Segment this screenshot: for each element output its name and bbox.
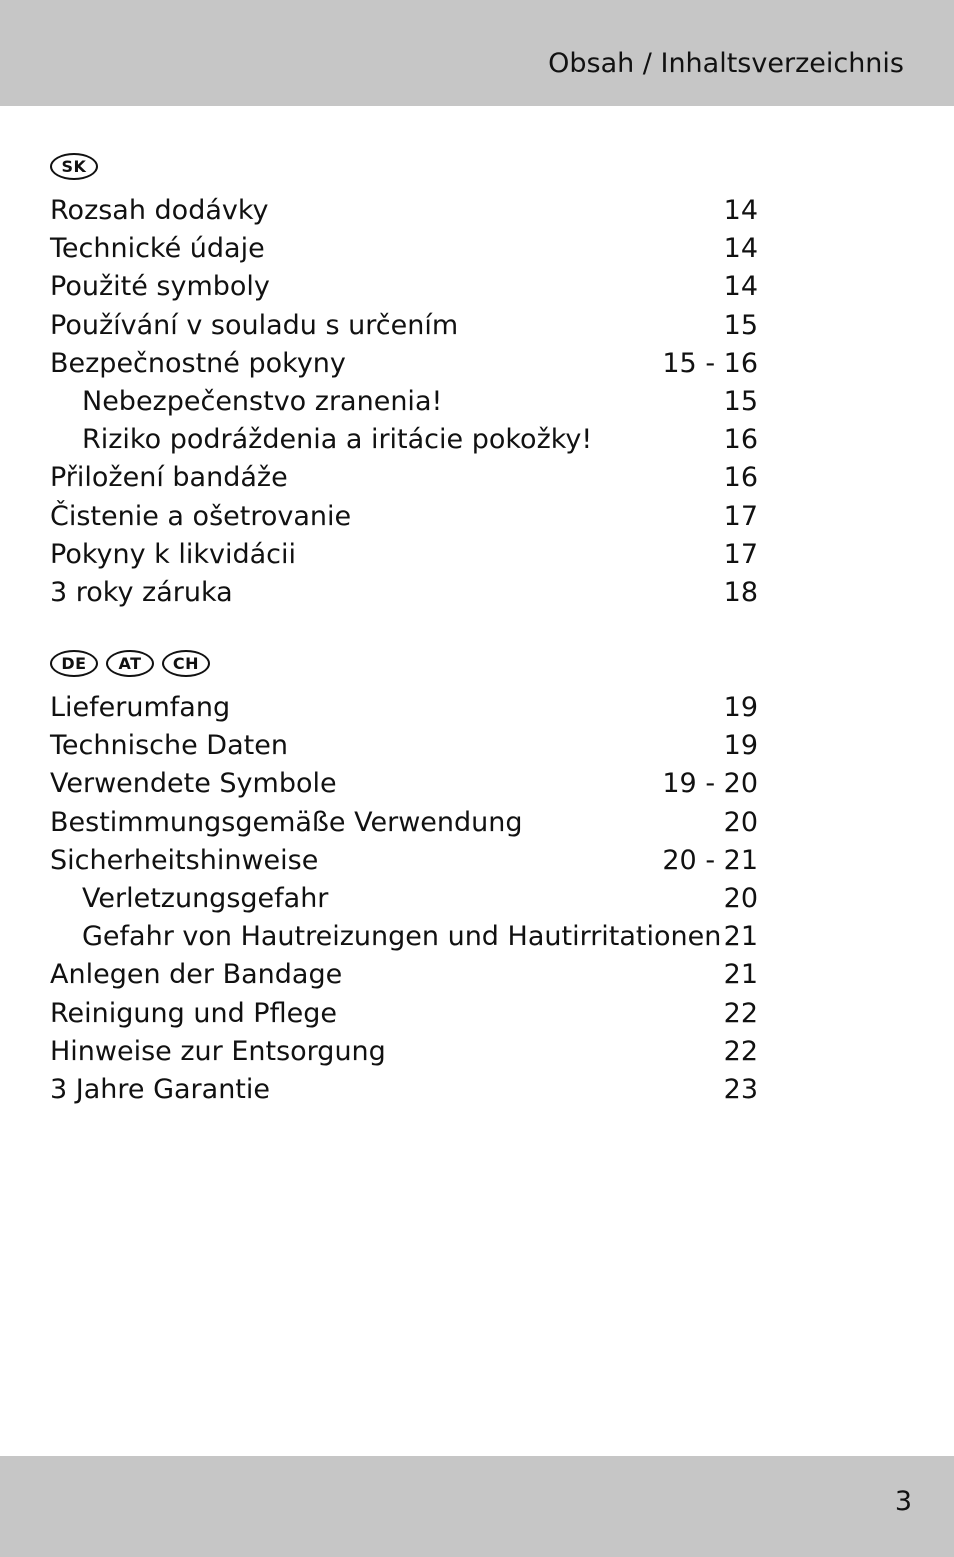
language-badges — [50, 646, 758, 680]
toc-entry-title: 3 roky záruka — [50, 576, 233, 608]
toc-entry[interactable] — [50, 956, 758, 994]
toc-entry-title: Gefahr von Hautreizungen und Hautirritationen — [82, 921, 722, 953]
toc-entry[interactable] — [50, 765, 758, 803]
toc-subentry[interactable] — [50, 880, 758, 918]
toc-entry-title: Rozsah dodávky — [50, 195, 269, 226]
toc-entry-title: Technické údaje — [50, 233, 265, 265]
toc-entry[interactable] — [50, 345, 758, 383]
toc-entry-title: Sicherheitshinweise — [50, 844, 319, 876]
language-badge-sk: SK — [50, 153, 98, 180]
toc-subentry[interactable] — [50, 383, 758, 421]
toc-entry-page: 17 — [723, 500, 758, 532]
toc-entry-title: Technische Daten — [50, 730, 288, 762]
toc-entry[interactable] — [50, 307, 758, 345]
toc-entry[interactable] — [50, 459, 758, 497]
toc-entry-page: 21 — [723, 921, 758, 953]
toc-entry-title: Riziko podráždenia a iritácie pokožky! — [82, 424, 593, 456]
toc-entry[interactable] — [50, 536, 758, 574]
toc-entry[interactable] — [50, 1071, 758, 1109]
toc-entry[interactable] — [50, 230, 758, 268]
toc-entry[interactable] — [50, 498, 758, 536]
toc-entry-title: Přiložení bandáže — [50, 462, 288, 494]
toc-entry[interactable] — [50, 192, 758, 230]
language-badge-at: AT — [106, 650, 154, 677]
toc-entry-page: 19 — [723, 730, 758, 762]
toc-entry-page: 21 — [723, 959, 758, 991]
toc-entry-title: Čistenie a ošetrovanie — [50, 500, 352, 532]
toc-entry[interactable] — [50, 727, 758, 765]
toc-entry-title: Používání v souladu s určením — [50, 309, 459, 341]
toc-entry-page: 22 — [723, 1035, 758, 1067]
toc-entry-page: 19 - 20 — [662, 768, 758, 800]
toc-entry-page: 18 — [723, 576, 758, 608]
toc-entry-page: 20 — [723, 806, 758, 838]
toc-entry[interactable] — [50, 995, 758, 1033]
toc-entry-title: Verwendete Symbole — [50, 768, 337, 800]
toc-entry-title: Hinweise zur Entsorgung — [50, 1035, 386, 1067]
toc-entry[interactable] — [50, 804, 758, 842]
language-badges — [50, 149, 758, 183]
toc-entry-title: Bestimmungsgemäße Verwendung — [50, 806, 523, 838]
toc-subentry[interactable] — [50, 918, 758, 956]
toc-entry[interactable] — [50, 574, 758, 612]
toc-entry-page: 20 — [723, 882, 758, 914]
toc-entry-page: 16 — [723, 462, 758, 494]
toc-entry-page: 14 — [723, 233, 758, 265]
toc-entry-page: 14 — [723, 271, 758, 303]
toc-entry-title: Verletzungsgefahr — [82, 882, 329, 914]
page-number: 3 — [894, 1486, 912, 1517]
toc-entry[interactable] — [50, 689, 758, 727]
toc-section-sk — [50, 149, 758, 612]
toc-subentry[interactable] — [50, 421, 758, 459]
toc-entry-page: 17 — [723, 538, 758, 570]
toc-entry-page: 19 — [723, 692, 758, 723]
toc-entry-title: Reinigung und Pflege — [50, 997, 337, 1029]
toc-entry-title: Lieferumfang — [50, 692, 231, 723]
page-footer — [0, 1456, 954, 1557]
toc-entry-page: 15 — [723, 385, 758, 417]
toc-entry-title: Použité symboly — [50, 271, 270, 303]
toc-entry-page: 15 - 16 — [662, 347, 758, 379]
toc-entry-page: 15 — [723, 309, 758, 341]
toc-entry[interactable] — [50, 842, 758, 880]
page-header — [0, 0, 954, 106]
toc-entry[interactable] — [50, 268, 758, 306]
toc-entry-page: 20 - 21 — [662, 844, 758, 876]
toc-section-de-at-ch — [50, 646, 758, 1109]
toc-entry-page: 14 — [723, 195, 758, 226]
toc-entry-page: 16 — [723, 424, 758, 456]
toc-entry-page: 22 — [723, 997, 758, 1029]
header-title: Obsah / Inhaltsverzeichnis — [548, 48, 904, 79]
toc-entry-title: Bezpečnostné pokyny — [50, 347, 346, 379]
toc-entry-title: Nebezpečenstvo zranenia! — [82, 385, 443, 417]
language-badge-ch: CH — [162, 650, 210, 677]
toc-entry-title: 3 Jahre Garantie — [50, 1073, 271, 1105]
toc-entry[interactable] — [50, 1033, 758, 1071]
toc-entry-title: Pokyny k likvidácii — [50, 538, 297, 570]
toc-entry-title: Anlegen der Bandage — [50, 959, 343, 991]
language-badge-de: DE — [50, 650, 98, 677]
toc-entry-page: 23 — [723, 1073, 758, 1105]
